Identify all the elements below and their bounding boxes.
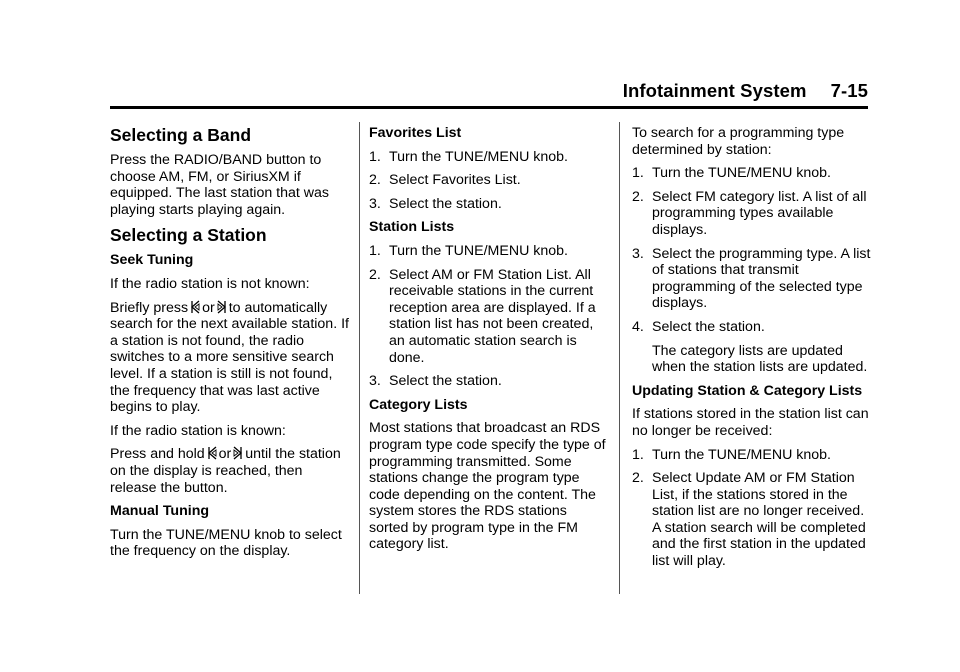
subheading-seek-tuning: Seek Tuning	[110, 252, 194, 269]
list-item	[632, 189, 872, 239]
list-item	[369, 373, 609, 390]
seek-p1-or: or	[202, 299, 215, 316]
list-number: 3.	[632, 245, 644, 262]
seek-p2-rest: station on the display is reached, then release the button.	[110, 446, 341, 496]
list-text: Select the station.	[652, 318, 765, 335]
header-rule	[110, 106, 868, 109]
list-text: Turn the TUNE/MENU knob.	[389, 148, 568, 165]
list-item	[369, 243, 609, 260]
seek-forward-icon	[217, 300, 227, 314]
list-number: 1.	[632, 165, 644, 182]
seek-p1-tail: to automatically	[228, 299, 328, 316]
list-number: 3.	[369, 373, 381, 390]
list-number: 3.	[369, 195, 381, 212]
heading-selecting-band: Selecting a Band	[110, 125, 252, 145]
category-paragraph: Most stations that broadcast an RDS program type code specify the type of programming transmitted. Some stations change the program type code depending on the content. The system stores the RDS stations sorted by program type in the FM category list.	[369, 420, 606, 553]
list-item	[632, 447, 872, 464]
list-text: Select the station.	[389, 195, 502, 212]
list-text: Select FM category list. A list of all programming types available displays.	[652, 188, 867, 238]
list-number: 1.	[369, 242, 381, 259]
list-text: Turn the TUNE/MENU knob.	[652, 446, 831, 463]
band-paragraph: Press the RADIO/BAND button to choose AM, FM, or SiriusXM if equipped. The last station that was playing starts playing again.	[110, 152, 329, 218]
category-note: The category lists are updated when the station lists are updated.	[652, 342, 868, 376]
list-text: Select Favorites List.	[389, 172, 521, 189]
subheading-category-lists: Category Lists	[369, 396, 468, 413]
seek-p2-tail: until the	[245, 446, 295, 463]
list-number: 2.	[369, 172, 381, 189]
list-number: 4.	[632, 318, 644, 335]
page-header	[623, 80, 868, 102]
list-item	[369, 196, 609, 213]
list-number: 2.	[369, 266, 381, 283]
search-intro: To search for a programming type determined by station:	[632, 125, 845, 158]
seek-p1-rest: search for the next available station. If a station is not found, the radio switches to a more sensitive search level. If a station is still is not found, the frequency that was last active begins to play.	[110, 316, 349, 416]
update-intro: If stations stored in the station list can no longer be received:	[632, 406, 869, 439]
list-item	[369, 172, 609, 189]
seek-p2-lead: Press and hold	[110, 446, 205, 463]
list-text: Select the station.	[389, 373, 502, 390]
list-item	[632, 470, 872, 570]
list-text: Turn the TUNE/MENU knob.	[652, 165, 831, 182]
list-text: Select AM or FM Station List. All receivable stations in the current reception area are displayed. If a station list has not been created, an automatic station search is done.	[389, 266, 596, 366]
list-number: 1.	[632, 446, 644, 463]
column-3	[632, 125, 872, 577]
subheading-station-lists: Station Lists	[369, 219, 455, 236]
list-item	[369, 149, 609, 166]
seek-paragraph-1	[110, 300, 350, 416]
manual-paragraph: Turn the TUNE/MENU knob to select the frequency on the display.	[110, 526, 342, 560]
heading-selecting-station: Selecting a Station	[110, 225, 267, 246]
seek-back-icon	[190, 300, 200, 314]
list-item	[632, 165, 872, 182]
list-number: 2.	[632, 188, 644, 205]
list-number: 2.	[632, 470, 644, 487]
list-item	[632, 246, 872, 312]
list-text: Select Update AM or FM Station List, if the stations stored in the station list are no longer received. A station search will be completed and the first station in the updated list will play.	[652, 470, 866, 570]
list-item	[632, 319, 872, 336]
seek-unknown-text: If the radio station is not known:	[110, 275, 310, 292]
seek-forward-icon	[233, 446, 243, 460]
seek-known-text: If the radio station is known:	[110, 422, 286, 439]
seek-paragraph-2	[110, 446, 350, 496]
subheading-favorites-list: Favorites List	[369, 125, 462, 141]
column-1	[110, 125, 350, 567]
column-2	[369, 125, 609, 560]
list-number: 1.	[369, 148, 381, 165]
subheading-updating-lists: Updating Station & Category Lists	[632, 382, 863, 399]
list-item	[369, 267, 609, 367]
seek-back-icon	[207, 446, 217, 460]
column-divider-1	[359, 122, 360, 594]
seek-p1-lead: Briefly press	[110, 299, 189, 316]
seek-p2-or: or	[218, 446, 232, 463]
section-title: Infotainment System	[622, 80, 807, 101]
list-text: Turn the TUNE/MENU knob.	[389, 242, 568, 259]
subheading-manual-tuning: Manual Tuning	[110, 503, 210, 520]
page-number: 7-15	[830, 80, 868, 101]
column-divider-2	[619, 122, 620, 594]
list-text: Select the programming type. A list of stations that transmit programming of the selected type displays.	[652, 245, 871, 312]
